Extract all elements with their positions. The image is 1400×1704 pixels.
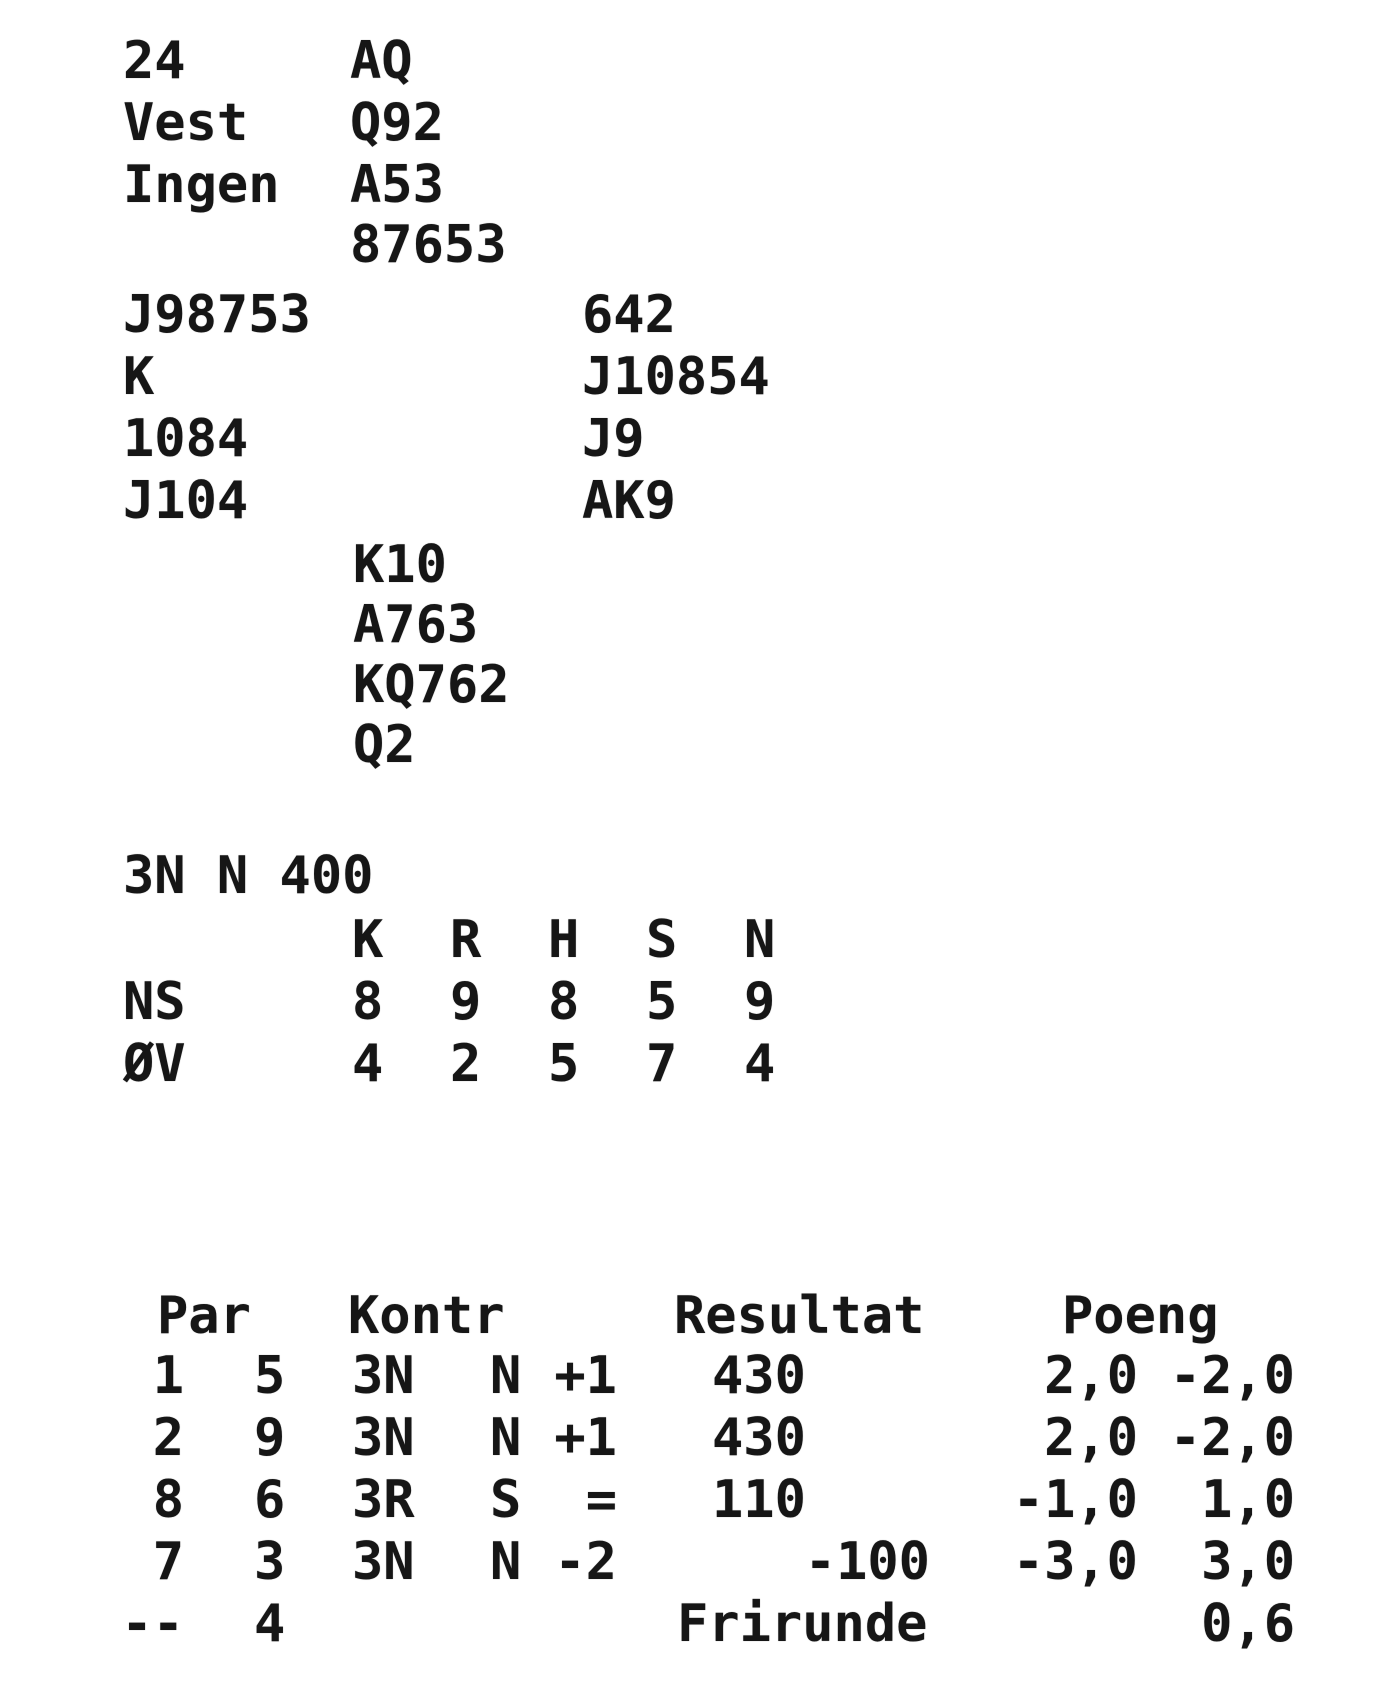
west-hand-line-3: 1084 xyxy=(123,409,249,469)
results-row2-declarer: N xyxy=(490,1408,522,1468)
results-row5-par-ns: -- xyxy=(121,1594,184,1654)
makeable-cell-ns-3: 8 xyxy=(548,972,580,1032)
makeable-column-header-4: S xyxy=(646,910,678,970)
results-row4-tricks: -2 xyxy=(554,1532,617,1592)
results-row1-declarer: N xyxy=(490,1346,522,1406)
results-row4-result: -100 xyxy=(804,1532,930,1592)
results-header-poeng: Poeng xyxy=(1062,1286,1219,1346)
results-row3-contract: 3R xyxy=(352,1470,415,1530)
south-hand-line-1: K10 xyxy=(353,535,447,595)
makeable-row-label-ns: NS xyxy=(123,972,186,1032)
results-header-par: Par xyxy=(157,1286,251,1346)
results-row1-result: 430 xyxy=(712,1346,806,1406)
makeable-row-label-ov: ØV xyxy=(123,1034,186,1094)
makeable-column-header-2: R xyxy=(450,910,482,970)
results-row3-declarer: S xyxy=(490,1470,522,1530)
results-row4-par-ns: 7 xyxy=(152,1532,184,1592)
makeable-column-header-1: K xyxy=(352,910,384,970)
results-row5-result: Frirunde xyxy=(677,1594,928,1654)
board-vulnerability: Ingen xyxy=(123,155,280,215)
results-row1-tricks: +1 xyxy=(554,1346,617,1406)
south-hand-line-2: A763 xyxy=(353,595,479,655)
makeable-cell-ov-2: 2 xyxy=(450,1034,482,1094)
results-row3-par-ew: 6 xyxy=(254,1470,286,1530)
north-hand-line-1: AQ xyxy=(350,31,413,91)
north-hand-line-4: 87653 xyxy=(350,215,507,275)
results-row4-par-ew: 3 xyxy=(254,1532,286,1592)
north-hand-line-3: A53 xyxy=(350,155,444,215)
results-row3-par-ns: 8 xyxy=(152,1470,184,1530)
results-row4-poeng-ns: -3,0 xyxy=(1012,1532,1138,1592)
makeable-column-header-3: H xyxy=(548,910,580,970)
results-header-resultat: Resultat xyxy=(674,1286,925,1346)
results-row3-result: 110 xyxy=(712,1470,806,1530)
east-hand-line-1: 642 xyxy=(582,285,676,345)
south-hand-line-3: KQ762 xyxy=(353,655,510,715)
east-hand-line-4: AK9 xyxy=(582,471,676,531)
east-hand-line-2: J10854 xyxy=(582,347,770,407)
makeable-cell-ov-1: 4 xyxy=(352,1034,384,1094)
results-row2-result: 430 xyxy=(712,1408,806,1468)
makeable-cell-ns-2: 9 xyxy=(450,972,482,1032)
results-row2-contract: 3N xyxy=(352,1408,415,1468)
results-row2-tricks: +1 xyxy=(554,1408,617,1468)
results-row2-par-ns: 2 xyxy=(152,1408,184,1468)
results-header-kontr: Kontr xyxy=(348,1286,505,1346)
contract-summary: 3N N 400 xyxy=(123,846,374,906)
south-hand-line-4: Q2 xyxy=(353,715,416,775)
results-row1-poeng-ew: -2,0 xyxy=(1169,1346,1295,1406)
east-hand-line-3: J9 xyxy=(582,409,645,469)
results-row3-tricks: = xyxy=(585,1470,617,1530)
makeable-cell-ov-4: 7 xyxy=(646,1034,678,1094)
makeable-cell-ns-4: 5 xyxy=(646,972,678,1032)
results-row5-poeng-ew: 0,6 xyxy=(1201,1594,1295,1654)
board-dealer: Vest xyxy=(123,93,249,153)
results-row1-par-ew: 5 xyxy=(254,1346,286,1406)
results-row4-poeng-ew: 3,0 xyxy=(1201,1532,1295,1592)
results-row2-poeng-ew: -2,0 xyxy=(1169,1408,1295,1468)
results-row3-poeng-ew: 1,0 xyxy=(1201,1470,1295,1530)
results-row1-contract: 3N xyxy=(352,1346,415,1406)
makeable-cell-ns-5: 9 xyxy=(744,972,776,1032)
makeable-column-header-5: N xyxy=(744,910,776,970)
makeable-cell-ns-1: 8 xyxy=(352,972,384,1032)
west-hand-line-2: K xyxy=(123,347,155,407)
results-row5-par-ew: 4 xyxy=(254,1594,286,1654)
west-hand-line-1: J98753 xyxy=(123,285,311,345)
results-row1-par-ns: 1 xyxy=(152,1346,184,1406)
north-hand-line-2: Q92 xyxy=(350,93,444,153)
results-row2-poeng-ns: 2,0 xyxy=(1044,1408,1138,1468)
west-hand-line-4: J104 xyxy=(123,471,249,531)
board-number: 24 xyxy=(123,31,186,91)
results-row4-declarer: N xyxy=(490,1532,522,1592)
results-row3-poeng-ns: -1,0 xyxy=(1012,1470,1138,1530)
results-row1-poeng-ns: 2,0 xyxy=(1044,1346,1138,1406)
results-row4-contract: 3N xyxy=(352,1532,415,1592)
results-row2-par-ew: 9 xyxy=(254,1408,286,1468)
makeable-cell-ov-5: 4 xyxy=(744,1034,776,1094)
makeable-cell-ov-3: 5 xyxy=(548,1034,580,1094)
